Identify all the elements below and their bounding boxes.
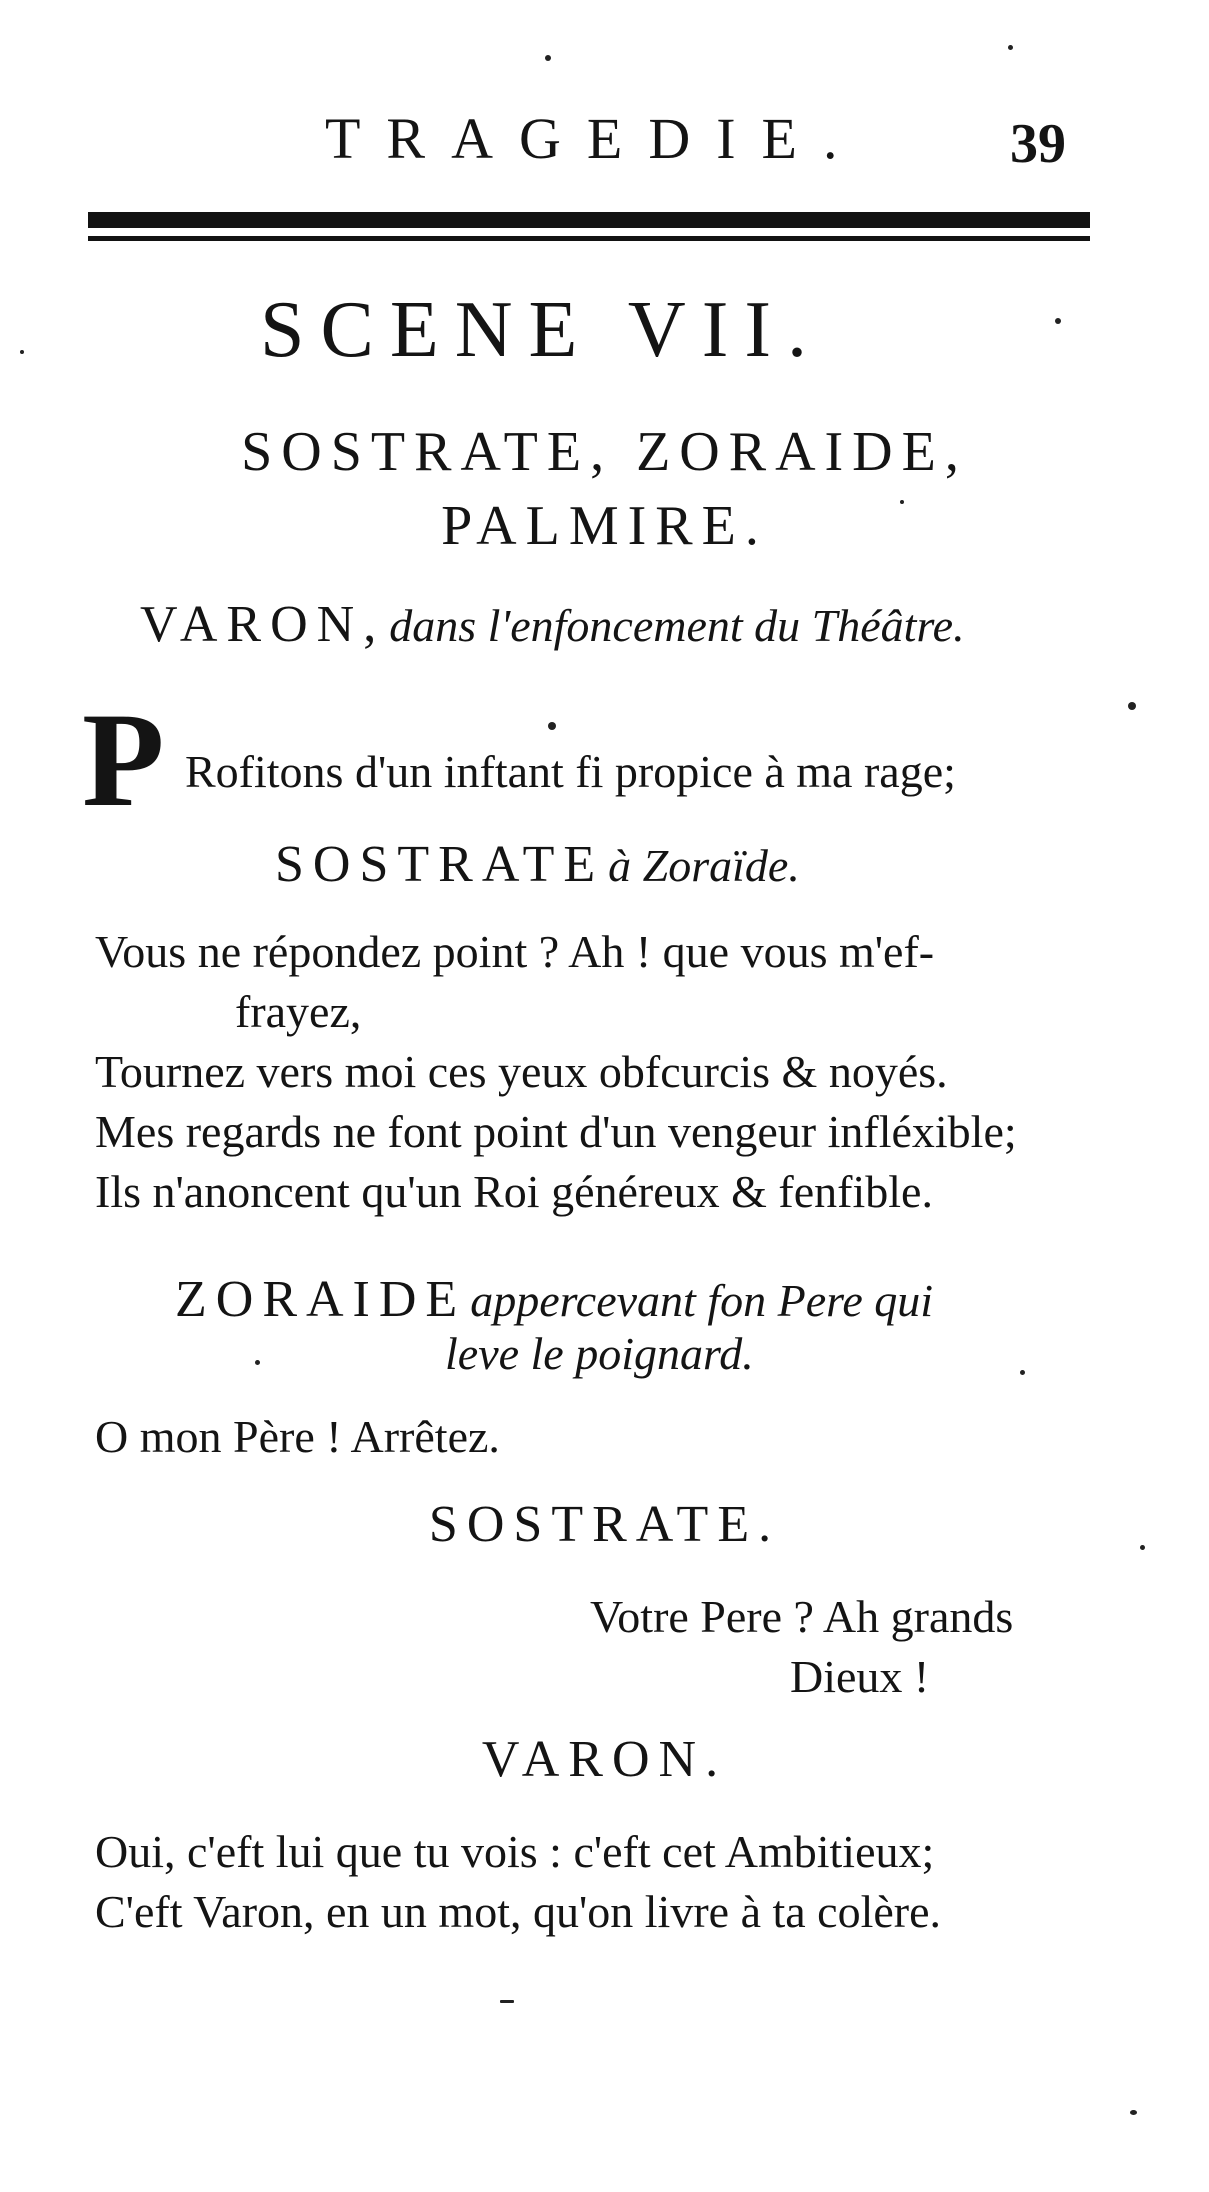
speaker-name: SOSTRATE [275, 836, 605, 893]
verse-line: O mon Père ! Arrêtez. [95, 1411, 500, 1462]
verse-line: C'eft Varon, en un mot, qu'on livre à ta colère. [95, 1886, 942, 1937]
running-title: TRAGEDIE. [325, 106, 864, 171]
speaker-heading-varon [140, 595, 965, 654]
speaker-heading-sostrate [275, 835, 800, 894]
speaker-heading-sostrate-2: SOSTRATE. [428, 1496, 781, 1553]
page-number: 39 [1010, 113, 1066, 175]
verse-line: Oui, c'eft lui que tu vois : c'eft cet Ambitieux; [95, 1826, 935, 1877]
scene-characters [0, 415, 1209, 563]
verse-line-continuation: frayez, [235, 986, 362, 1037]
drop-cap: P [82, 686, 165, 835]
speaker-heading-varon-2: VARON. [481, 1731, 728, 1788]
stage-direction: dans l'enfoncement du Théâtre. [389, 600, 965, 651]
characters-line-1: SOSTRATE, ZORAIDE, [241, 421, 968, 483]
verse-line: Ils n'anoncent qu'un Roi généreux & fenfible. [95, 1166, 933, 1217]
verse-line: Votre Pere ? Ah grands [590, 1591, 1014, 1642]
verse-line: Vous ne répondez point ? Ah ! que vous m'ef- [95, 926, 935, 977]
scene-heading: SCENE VII. [260, 286, 823, 374]
stage-direction: à Zoraïde. [608, 840, 800, 891]
header-rule-thick [88, 212, 1090, 228]
stage-direction-continuation: leve le poignard. [445, 1328, 754, 1379]
speaker-name: VARON, [140, 596, 386, 653]
verse-line: Mes regards ne font point d'un vengeur infléxible; [95, 1106, 1017, 1157]
verse-line-continuation: Dieux ! [790, 1651, 930, 1702]
verse-line: Rofitons d'un inftant fi propice à ma rage; [185, 746, 956, 797]
speaker-name: ZORAIDE [175, 1271, 467, 1328]
header-rule-thin [88, 236, 1090, 241]
characters-line-2: PALMIRE. [441, 495, 768, 557]
verse-line: Tournez vers moi ces yeux obfcurcis & noyés. [95, 1046, 948, 1097]
stage-direction: appercevant fon Pere qui [470, 1275, 934, 1326]
speaker-heading-zoraide [175, 1270, 933, 1329]
